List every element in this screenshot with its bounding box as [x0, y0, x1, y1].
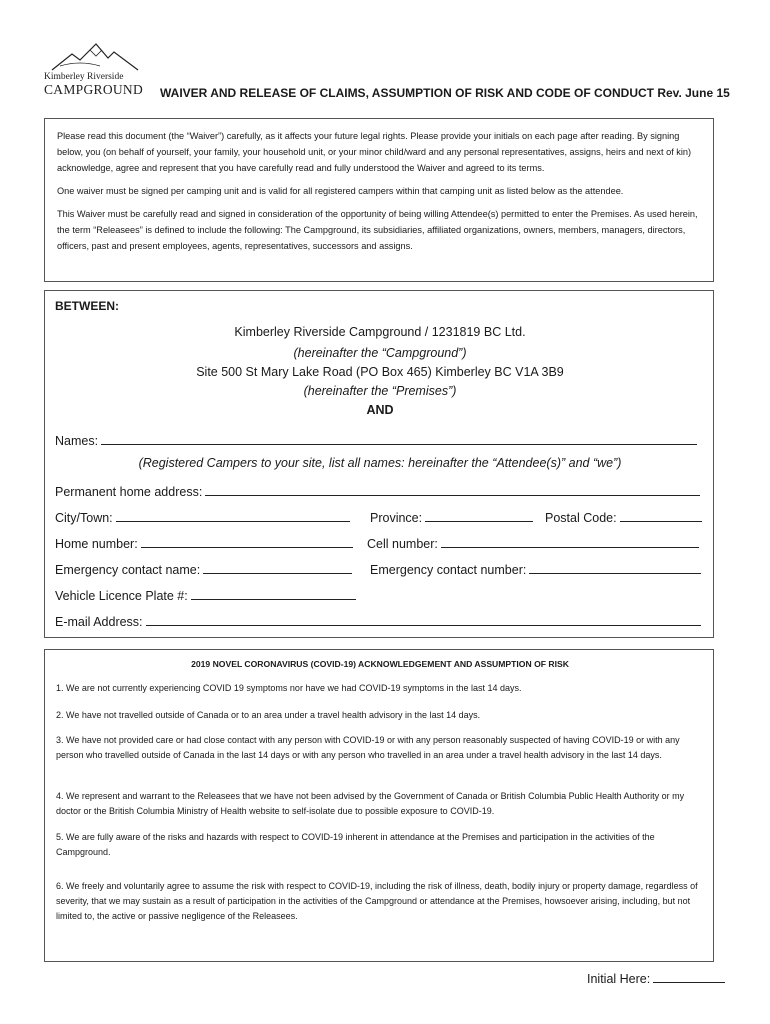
covid-title: 2019 NOVEL CORONAVIRUS (COVID-19) ACKNOWLEDGEMENT AND ASSUMPTION OF RISK [191, 659, 569, 669]
covid-item-5: 5. We are fully aware of the risks and hazards with respect to COVID-19 inherent in attendance at the Premises and participation in the activities of the Campground. [56, 832, 655, 857]
home-number-input-line[interactable] [141, 535, 353, 548]
intro-paragraph-1: Please read this document (the “Waiver”) carefully, as it affects your future legal rights. Please provide your initials on each page after reading. By signing below, you (on behalf of yourself, your family, your household unit, or your minor child/ward and any personal representatives, assigns, heirs and next of kin) acknowledge, agree and represent that you have carefully read and fully understood the Waiver and agreed to its terms. [57, 131, 692, 173]
company-name: Kimberley Riverside Campground / 1231819 BC Ltd. [234, 325, 526, 339]
names-input-line[interactable] [101, 432, 697, 445]
initial-label: Initial Here: [587, 972, 651, 986]
covid-item-1: 1. We are not currently experiencing COVID 19 symptoms nor have we had COVID-19 symptoms in the last 14 days. [56, 683, 522, 693]
names-field[interactable] [55, 432, 697, 448]
intro-paragraph-2: One waiver must be signed per camping unit and is valid for all registered campers within that camping unit as listed below as the attendee. [57, 186, 624, 196]
emergency-name-field[interactable] [55, 561, 352, 577]
postal-code-field[interactable] [545, 509, 702, 525]
home-number-field[interactable] [55, 535, 353, 551]
intro-box [44, 118, 714, 282]
intro-paragraph-3: This Waiver must be carefully read and signed in consideration of the opportunity of being willing Attendee(s) permitted to enter the Premises. As used herein, the term “Releasees” is defined to include the following: The Campground, its subsidiaries, affiliated organizations, owners, members, managers, directors, officers, past and present employees, agents, representatives, successors and assigns. [57, 209, 698, 251]
province-field[interactable] [370, 509, 533, 525]
province-label: Province: [370, 511, 423, 525]
cell-number-label: Cell number: [367, 537, 438, 551]
address-alias: (hereinafter the “Premises”) [303, 384, 457, 398]
covid-item-3: 3. We have not provided care or had close contact with any person with COVID-19 or with any person reasonably suspected of having COVID-19 or with any person who travelled outside of Canada in the last 14 days or with any person who travelled in an area under a travel health advisory in the last 14 days. [56, 735, 680, 760]
home-address-field[interactable] [55, 483, 700, 499]
city-field[interactable] [55, 509, 350, 525]
email-field[interactable] [55, 613, 701, 629]
campground-logo [44, 40, 144, 102]
city-input-line[interactable] [116, 509, 350, 522]
postal-code-input-line[interactable] [620, 509, 702, 522]
home-address-label: Permanent home address: [55, 485, 203, 499]
initial-input-line[interactable] [653, 970, 725, 983]
plate-input-line[interactable] [191, 587, 356, 600]
covid-box [44, 649, 714, 962]
emergency-number-label: Emergency contact number: [370, 563, 527, 577]
home-address-input-line[interactable] [205, 483, 700, 496]
emergency-number-field[interactable] [370, 561, 701, 577]
emergency-name-label: Emergency contact name: [55, 563, 201, 577]
document-title: WAIVER AND RELEASE OF CLAIMS, ASSUMPTION OF RISK AND CODE OF CONDUCT Rev. June 15 [160, 86, 730, 100]
cell-number-field[interactable] [367, 535, 699, 551]
names-label: Names: [55, 434, 99, 448]
emergency-number-input-line[interactable] [529, 561, 701, 574]
initial-field[interactable] [587, 970, 725, 986]
names-note: (Registered Campers to your site, list all names: hereinafter the “Attendee(s)” and “we”) [138, 456, 622, 470]
email-label: E-mail Address: [55, 615, 143, 629]
company-address: Site 500 St Mary Lake Road (PO Box 465) Kimberley BC V1A 3B9 [196, 365, 564, 379]
plate-field[interactable] [55, 587, 356, 603]
parties-box [44, 290, 714, 638]
between-heading: BETWEEN: [55, 299, 119, 313]
covid-item-6: 6. We freely and voluntarily agree to assume the risk with respect to COVID-19, including the risk of illness, death, bodily injury or property damage, regardless of severity, that we may sustain as a result of participation in the activities of the Campground or attendance at the Premises, howsoever arising, including, but not limited to, the active or passive negligence of the Releasees. [56, 881, 698, 921]
postal-code-label: Postal Code: [545, 511, 617, 525]
logo-name: Kimberley Riverside [44, 72, 124, 82]
plate-label: Vehicle Licence Plate #: [55, 589, 188, 603]
mountain-logo-icon [50, 40, 140, 72]
company-alias: (hereinafter the “Campground”) [293, 346, 467, 360]
cell-number-input-line[interactable] [441, 535, 699, 548]
logo-campground: CAMPGROUND [44, 82, 144, 97]
covid-item-4: 4. We represent and warrant to the Releasees that we have not been advised by the Government of Canada or British Columbia Public Health Authority or my doctor or the British Columbia Ministry of Health website to self-isolate due to possible exposure to COVID-19. [56, 791, 685, 816]
covid-item-2: 2. We have not travelled outside of Canada or to an area under a travel health advisory in the last 14 days. [56, 710, 481, 720]
city-label: City/Town: [55, 511, 113, 525]
email-input-line[interactable] [146, 613, 701, 626]
and-separator: AND [366, 403, 394, 417]
province-input-line[interactable] [425, 509, 533, 522]
emergency-name-input-line[interactable] [203, 561, 352, 574]
home-number-label: Home number: [55, 537, 138, 551]
